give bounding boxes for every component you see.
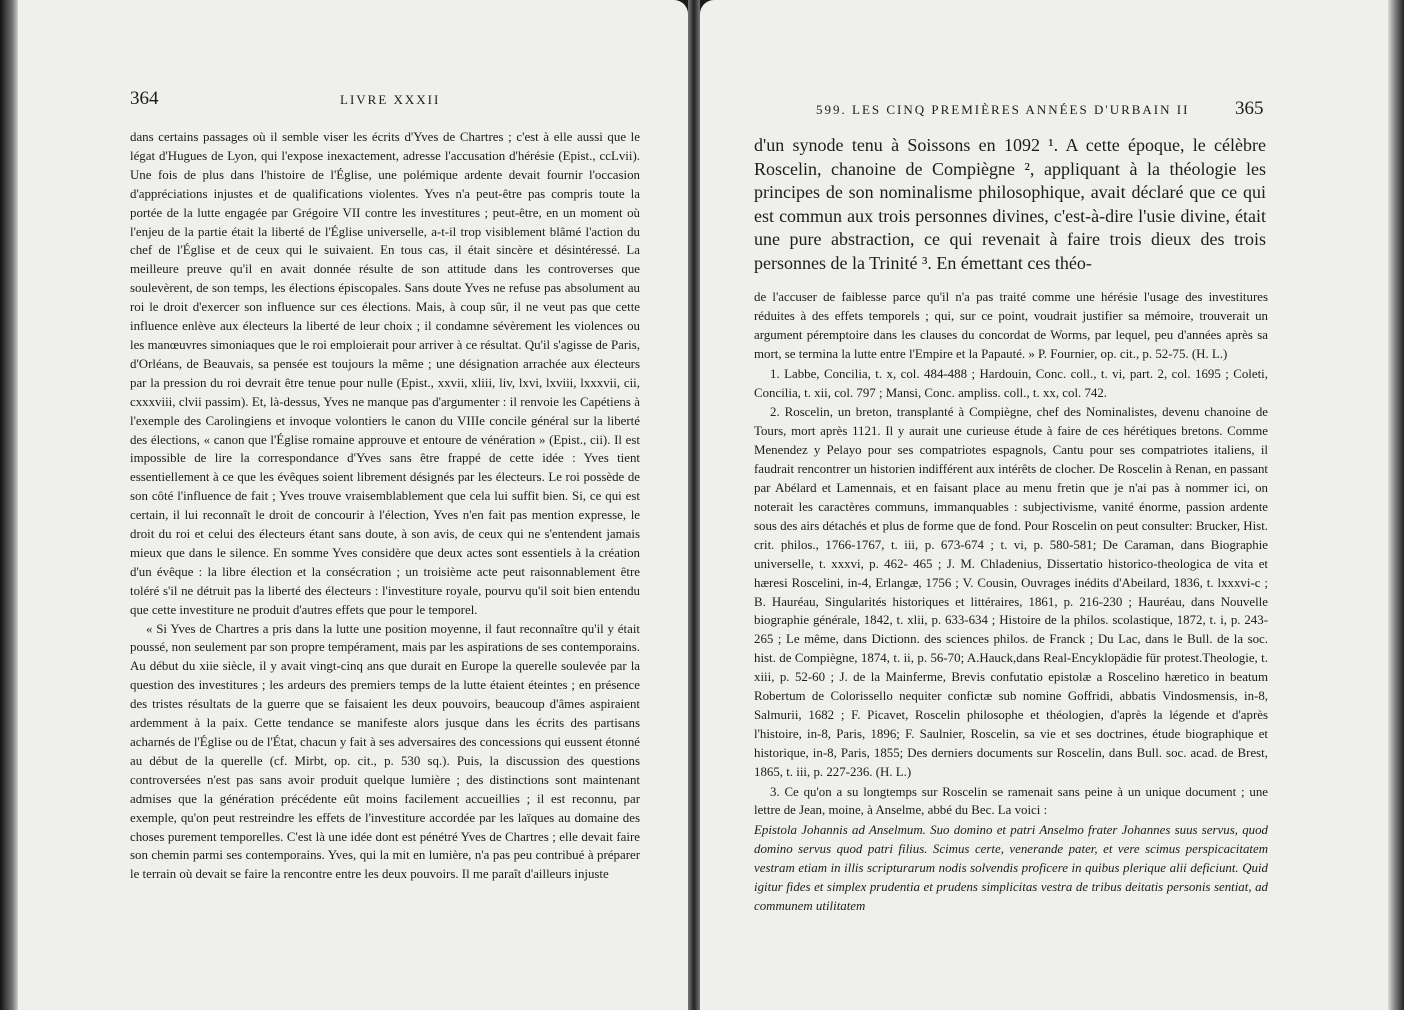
page-number-right: 365 — [1235, 98, 1264, 119]
page-number-left: 364 — [130, 88, 159, 109]
footnote-continuation: de l'accuser de faiblesse parce qu'il n'a pas traité comme une hérésie l'usage des investitures réduites à des effets temporels ; qui, sur ce point, voudrait justifier sa mémoire, trouverait un argument péremptoire dans les clauses du concordat de Worms, par lequel, peu d'années après sa mort, se termina la lutte entre l'Empire et la Papauté. » P. Fournier, op. cit., p. 52-75. (H. L.) — [754, 290, 1268, 361]
running-head-left: LIVRE XXXII — [340, 92, 441, 107]
left-book-edge — [0, 0, 18, 1010]
footnote-1: 1. Labbe, Concilia, t. x, col. 484-488 ; Hardouin, Conc. coll., t. vi, part. 2, col. 1695 ; Coleti, Concilia, t. xii, col. 797 ; Mansi, Conc. ampliss. coll., t. xx, col. 742. — [754, 366, 1268, 400]
running-head-right: 599. LES CINQ PREMIÈRES ANNÉES D'URBAIN II — [816, 102, 1190, 117]
footnote-3-latin-letter: Epistola Johannis ad Anselmum. Suo domino et patri Anselmo frater Johannes suus servus, quod domino servus quod patri filius. Scimus certe, venerande pater, et vere scimus perspicacitatem vestram etiam in illis scripturarum nodis solvendis proficere in quibus plerique alii deficiunt. Quid igitur fides et simplex prudentia et prudens simplicitas vestra de tribus deitatis personis sentiat, ad communem utilitatem — [754, 823, 1268, 913]
right-main-text: d'un synode tenu à Soissons en 1092 ¹. A cette époque, le célèbre Roscelin, chanoine de Compiègne ², appliquant à la théologie les principes de son nominalisme philosophique, avait déclaré que ce qui est commun aux trois personnes divines, c'est-à-dire l'usie divine, était une pure abstraction, ce qui revenait à faire trois dieux des trois personnes de la Trinité ³. En émettant ces théo- — [754, 135, 1266, 273]
left-body-text — [130, 128, 640, 884]
right-footnotes — [754, 288, 1268, 917]
left-paragraph-1: dans certains passages où il semble viser les écrits d'Yves de Chartres ; c'est à elle aussi que le légat d'Hugues de Lyon, qui l'expose inexactement, adresse l'accusation d'hérésie (Epist., ccLvii). Une fois de plus dans l'histoire de l'Église, une polémique ardente devait fournir l'occasion d'appréciations injustes et de qualifications violentes. Yves n'a peut-être pas compris toute la portée de la lutte engagée par Grégoire VII contre les investitures ; peut-être, en un moment où l'enjeu de la partie était la liberté de l'Église universelle, a-t-il trop visiblement blâmé l'action du chef de l'Église et de ceux qui le suivaient. En tous cas, il était sincère et désintéressé. La meilleure preuve qu'il en avait donnée résulte de son attitude dans les controverses que soulevèrent, de son temps, les élections épiscopales. Sans doute Yves ne refuse pas absolument au roi le droit d'exercer son influence sur ces élections. Mais, à coup sûr, il ne veut pas que cette influence enlève aux électeurs la liberté de leur choix ; il condamne sévèrement les violences ou les manœuvres simoniaques que le roi emploierait pour arriver à ce résultat. Qu'il s'agisse de Paris, d'Orléans, de Beauvais, sa pensée est toujours la même ; une désignation arrachée aux électeurs par la pression du roi devrait être tenue pour nulle (Epist., xxvii, xliii, liv, lxvi, lxviii, lxxxvii, cii, cxxxviii, clvii passim). Et, là-dessus, Yves ne manque pas d'argumenter : il renvoie les Capétiens à l'exemple des Carolingiens et invoque volontiers le canon du VIIIe concile général sur la liberté des élections, « canon que l'Église romaine approuve et entoure de vénération » (Epist., cii). Il est impossible de lire la correspondance d'Yves sans être frappé de cette idée : Yves tient essentiellement à ce que les évêques soient librement désignés par les électeurs. Le roi possède de son côté l'influence de fait ; Yves trouve vraisemblablement que cela lui suffit bien. Si, ce qui est certain, il lui reconnaît le droit de concourir à l'élection, Yves n'en fait pas mention expresse, le droit du roi et celui des électeurs étant sans doute, à son avis, de ceux qui ne s'entendent jamais mieux que dans le silence. En somme Yves considère que deux actes sont essentiels à la création d'un évêque : la libre élection et la consécration ; un troisième acte peut raisonnablement être toléré s'il ne détruit pas la liberté des électeurs : l'investiture royale, pourvu qu'il soit bien entendu que cette investiture ne produit d'autres effets que pour le temporel. — [130, 130, 640, 617]
footnote-3: 3. Ce qu'on a su longtemps sur Roscelin se ramenait sans peine à un unique document ; une lettre de Jean, moine, à Anselme, abbé du Bec. La voici : — [754, 784, 1268, 818]
right-book-edge — [1388, 0, 1404, 1010]
left-page — [18, 0, 688, 1010]
left-paragraph-2: « Si Yves de Chartres a pris dans la lutte une position moyenne, il faut reconnaître qu'il y était poussé, non seulement par son propre tempérament, mais par les aspirations de ses contemporains. Au début du xiie siècle, il y avait vingt-cinq ans que durait en Europe la querelle soulevée par la question des investitures ; les ardeurs des premiers temps de la lutte étaient éteintes ; en présence des tristes résultats de la guerre que se faisaient les deux pouvoirs, beaucoup d'âmes aspiraient ardemment à la paix. Cette tendance se manifeste alors jusque dans les écrits des partisans acharnés de l'Église ou de l'État, chacun y fait à ses adversaires des concessions qui eussent étonné au début de la querelle (cf. Mirbt, op. cit., p. 530 sq.). Puis, la discussion des questions controversées n'est pas sans avoir produit quelque lumière ; des distinctions sont maintenant admises que la génération précédente eût moins facilement accueillies ; il est reconnu, par exemple, qu'on peut restreindre les effets de l'investiture accordée par les laïques au domaine des choses purement temporelles. C'est là une idée dont est pénétré Yves de Chartres ; elle devait faire son chemin parmi ses contemporains. Yves, qui la mit en lumière, n'a pas peu contribué à préparer le terrain où devait se faire la rencontre entre les deux pouvoirs. Il me paraît d'ailleurs injuste — [130, 621, 640, 882]
right-page — [700, 0, 1388, 1010]
book-gutter — [688, 0, 700, 1010]
footnote-2: 2. Roscelin, un breton, transplanté à Compiègne, chef des Nominalistes, devenu chanoine de Tours, mort après 1121. Il y aurait une curieuse étude à faire de ces hérétiques bretons. Comme Menendez y Pelayo pour ses compatriotes espagnols, Cantu pour ses compatriotes italiens, il faudrait rencontrer un historien indifférent aux intérêts de clocher. De Roscelin à Renan, en passant par Abélard et Lamennais, et en faisant place au menu fretin que je n'ai pas à nommer ici, on noterait les caractères communs, immanquables : subjectivisme, vanité énorme, passion ardente sous des airs détachés et plus de forme que de fond. Pour Roscelin on peut consulter: Brucker, Hist. crit. philos., 1766-1767, t. iii, p. 673-674 ; t. vi, p. 580-581; De Caraman, dans Biographie universelle, t. xxxvi, p. 462- 465 ; J. M. Chladenius, Dissertatio historico-theologica de vita et hæresi Roscelini, in-4, Erlangæ, 1756 ; V. Cousin, Ouvrages inédits d'Abeilard, 1836, t. lxxxvi-c ; B. Hauréau, Singularités historiques et littéraires, 1861, p. 216-230 ; Hauréau, dans Nouvelle biographie générale, 1842, t. xlii, p. 633-634 ; Histoire de la philos. scolastique, 1872, t. i, p. 243-265 ; Le même, dans Dictionn. des sciences philos. de Franck ; Du Lac, dans le Bull. de la soc. hist. de Compiègne, 1874, t. ii, p. 56-70; A.Hauck,dans Real-Encyklopädie für protest.Theologie, t. xiii, p. 52-60 ; J. de la Mainferme, Brevis confutatio epistolæ a Roscelino hæretico in beatum Robertum de Colorissello nequiter confictæ sub nomine Goffridi, abbatis Vindosmensis, in-8, Salmurii, 1682 ; F. Picavet, Roscelin philosophe et théologien, d'après la légende et d'après l'histoire, in-8, Paris, 1896; F. Saulnier, Roscelin, sa vie et ses doctrines, étude biographique et historique, in-8, Paris, 1855; Des derniers documents sur Roscelin, dans Bull. soc. acad. de Brest, 1865, t. iii, p. 227-236. (H. L.) — [754, 405, 1268, 779]
